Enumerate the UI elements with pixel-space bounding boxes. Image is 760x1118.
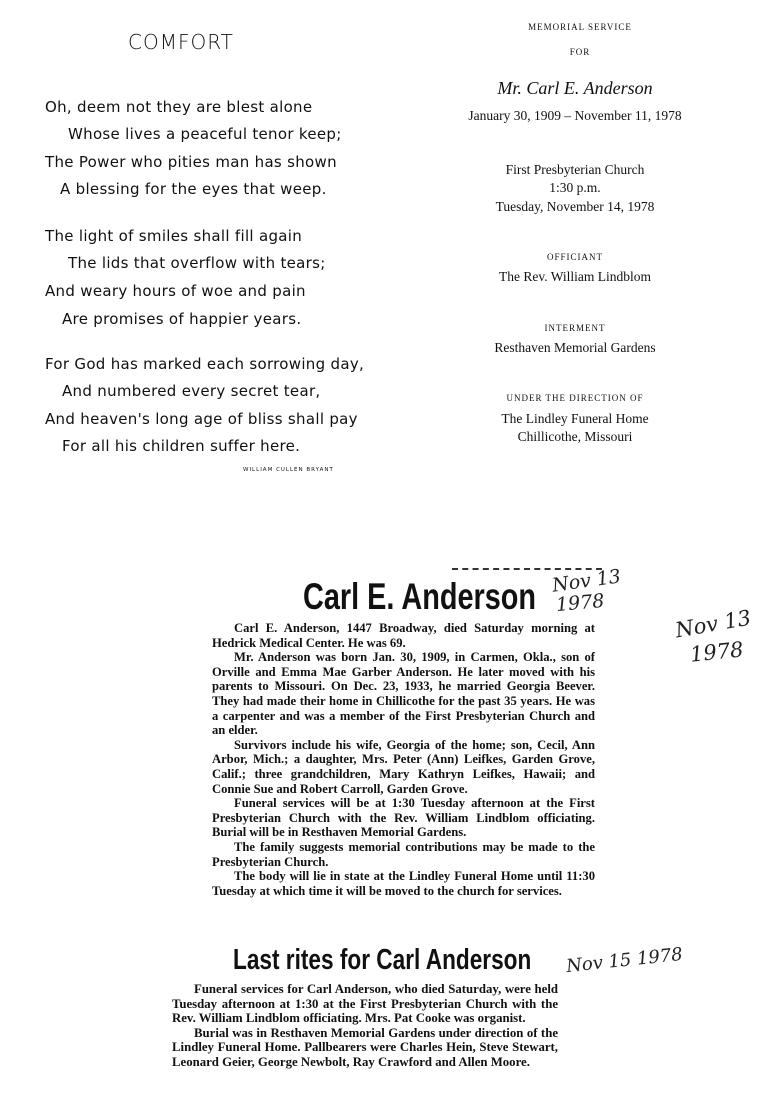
poem-line: For God has marked each sorrowing day, (45, 355, 365, 373)
service-date: Tuesday, November 14, 1978 (495, 199, 655, 214)
poem-line: A blessing for the eyes that weep. (60, 180, 327, 198)
poem-author: WILLIAM CULLEN BRYANT (243, 467, 334, 473)
obituary-paragraph: Carl E. Anderson, 1447 Broadway, died Saturday morning at Hedrick Medical Center. He was 69. (212, 621, 595, 650)
last-rites-paragraph: Funeral services for Carl Anderson, who died Saturday, were held Tuesday afternoon at 1:30 at the First Presbyterian Church with the Rev. William Lindblom officiating. Mrs. Pat Cooke was organist. (172, 982, 558, 1026)
poem-line: The Power who pities man has shown (45, 153, 337, 171)
last-rites-handwritten-date: Nov 15 1978 (565, 943, 684, 978)
margin-note-date: Nov 13 (673, 605, 753, 643)
church: First Presbyterian Church (505, 162, 645, 177)
handwritten-date: Nov 13 (550, 565, 623, 597)
service-heading: MEMORIAL SERVICE (528, 22, 632, 32)
poem-title: COMFORT (128, 30, 234, 54)
officiant: The Rev. William Lindblom (498, 269, 652, 284)
last-rites-headline: Last rites for Carl Anderson (233, 944, 532, 976)
poem-line: And heaven's long age of bliss shall pay (45, 410, 358, 428)
service-for: FOR (569, 47, 591, 57)
handwritten-year: 1978 (555, 589, 606, 617)
poem-line: And weary hours of woe and pain (45, 282, 306, 300)
clipping-edge (452, 568, 602, 570)
last-rites-body (172, 982, 558, 1070)
interment-label: INTERMENT (544, 323, 606, 333)
poem-line: Whose lives a peaceful tenor keep; (68, 125, 342, 143)
location: Chillicothe, Missouri (517, 429, 633, 444)
obituary-paragraph: The family suggests memorial contributions may be made to the Presbyterian Church. (212, 839, 595, 869)
obituary-headline: Carl E. Anderson (303, 576, 537, 617)
service-time: 1:30 p.m. (549, 180, 601, 195)
last-rites-paragraph: Burial was in Resthaven Memorial Gardens under direction of the Lindley Funeral Home. Pallbearers were Charles Hein, Steve Stewart, Leonard Geier, George Newbolt, Ray Crawford and Allen Moore. (172, 1025, 558, 1069)
funeral-home: The Lindley Funeral Home (501, 411, 649, 426)
obituary-paragraph: Survivors include his wife, Georgia of the home; son, Cecil, Ann Arbor, Mich.; a daughter, Mrs. Peter (Ann) Leifkes, Garden Grove, Calif.; three grandchildren, Mary Kathryn Leifkes, Hawaii; and Connie Sue and Robert Carroll, Garden Grove. (212, 737, 595, 796)
poem-line: For all his children suffer here. (62, 437, 301, 455)
obituary-paragraph: The body will lie in state at the Lindley Funeral Home until 11:30 Tuesday at which time it will be moved to the church for services. (212, 869, 595, 898)
interment: Resthaven Memorial Gardens (494, 340, 656, 355)
poem-line: Oh, deem not they are blest alone (45, 98, 313, 116)
poem-line: The light of smiles shall fill again (45, 227, 303, 245)
deceased-name: Mr. Carl E. Anderson (497, 78, 653, 98)
life-dates: January 30, 1909 – November 11, 1978 (468, 108, 682, 123)
officiant-label: OFFICIANT (546, 252, 603, 262)
obituary-body (212, 621, 595, 898)
poem-line: The lids that overflow with tears; (68, 254, 326, 272)
obituary-paragraph: Funeral services will be at 1:30 Tuesday afternoon at the First Presbyterian Church with the Rev. William Lindblom officiating. Burial will be in Resthaven Memorial Gardens. (212, 796, 595, 840)
obituary-paragraph: Mr. Anderson was born Jan. 30, 1909, in Carmen, Okla., son of Orville and Emma Mae Garber Anderson. He later moved with his parents to Missouri. On Dec. 23, 1933, he married Georgia Beever. They had made their home in Chillicothe for the past 35 years. He was a carpenter and was a member of the First Presbyterian Church and an elder. (212, 650, 595, 738)
poem-line: Are promises of happier years. (62, 310, 302, 328)
margin-note-year: 1978 (688, 637, 745, 667)
direction-label: UNDER THE DIRECTION OF (506, 393, 644, 403)
poem-line: And numbered every secret tear, (62, 382, 321, 400)
